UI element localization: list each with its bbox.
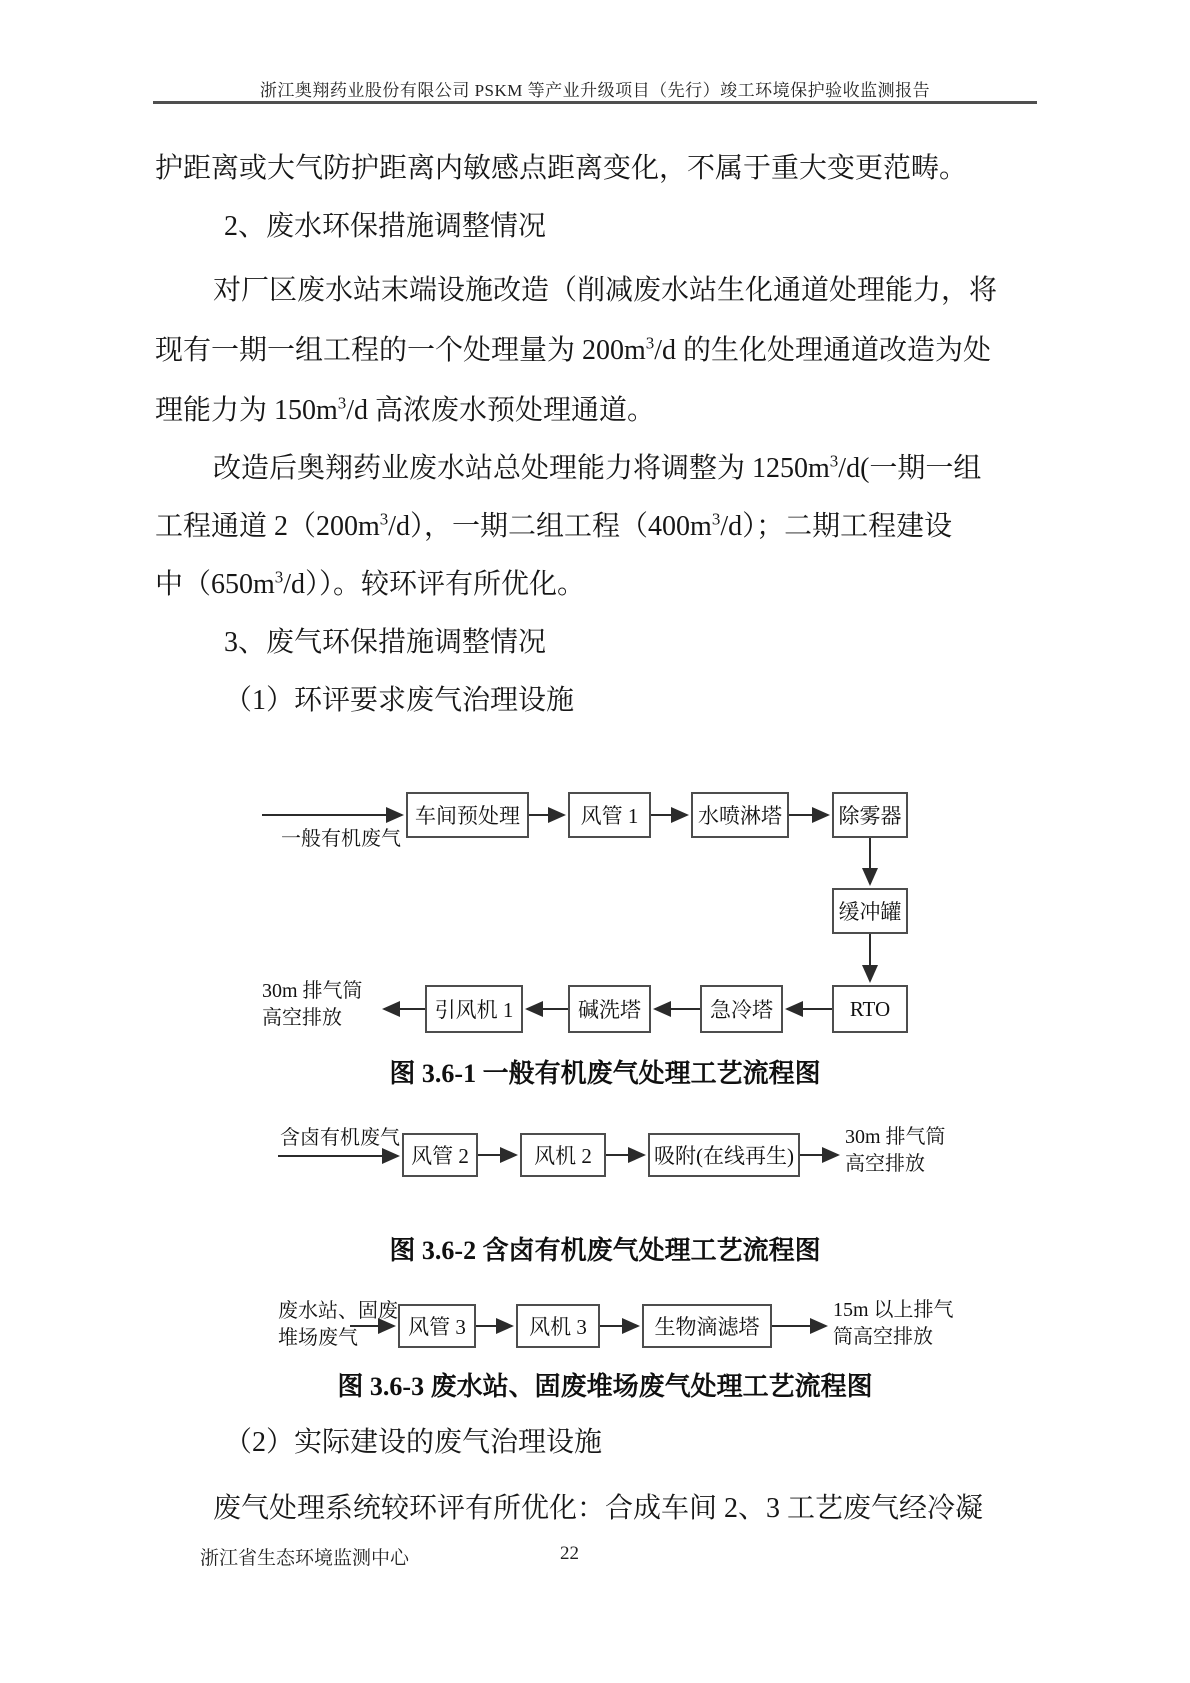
flow-node-duct-2: 风管 2 (402, 1133, 478, 1177)
text-segment: 中（650m (155, 569, 275, 600)
text-segment: 现有一期一组工程的一个处理量为 200m (155, 335, 646, 366)
flow-node-water-spray-tower: 水喷淋塔 (691, 792, 789, 838)
paragraph-line: 护距离或大气防护距离内敏感点距离变化，不属于重大变更范畴。 (155, 153, 968, 184)
outlet-label (833, 1297, 954, 1351)
text-segment: /d 的生化处理通道改造为处 (654, 335, 992, 366)
outlet-label-line1: 30m 排气筒 (845, 1126, 946, 1148)
header-title: 浙江奥翔药业股份有限公司 PSKM 等产业升级项目（先行）竣工环境保护验收监测报告 (259, 81, 931, 100)
figure-1-flowchart (140, 780, 1050, 1040)
inlet-label: 一般有机废气 (281, 828, 401, 850)
inlet-label-line2: 堆场废气 (278, 1327, 358, 1349)
flow-node-duct-1: 风管 1 (568, 792, 651, 838)
flow-node-buffer-tank: 缓冲罐 (832, 888, 908, 934)
inlet-label (278, 1298, 398, 1352)
paragraph-line (155, 388, 655, 428)
superscript: 3 (645, 333, 655, 353)
flow-node-workshop-pretreatment: 车间预处理 (406, 792, 529, 838)
flow-node-rto: RTO (832, 985, 908, 1033)
flow-node-duct-3: 风管 3 (398, 1304, 476, 1348)
figure-2-caption: 图 3.6-2 含卤有机废气处理工艺流程图 (389, 1236, 821, 1265)
flow-node-adsorption-online-regen: 吸附(在线再生) (648, 1133, 800, 1177)
figure-3-caption: 图 3.6-3 废水站、固废堆场废气处理工艺流程图 (337, 1372, 873, 1401)
flow-node-fan-3: 风机 3 (516, 1304, 600, 1348)
flow-node-demister: 除雾器 (832, 792, 908, 838)
paragraph-line: 对厂区废水站末端设施改造（削减废水站生化通道处理能力，将 (213, 275, 998, 306)
inlet-label: 含卤有机废气 (280, 1127, 400, 1149)
outlet-label-line2: 高空排放 (262, 1007, 342, 1029)
outlet-label-line1: 15m 以上排气 (833, 1299, 954, 1321)
outlet-label-line2: 筒高空排放 (833, 1326, 933, 1348)
paragraph-line (155, 562, 585, 602)
flow-node-induced-fan-1: 引风机 1 (425, 985, 523, 1033)
text-segment: /d(一期一组 (838, 453, 982, 484)
superscript: 3 (274, 567, 284, 587)
flow-node-fan-2: 风机 2 (520, 1133, 606, 1177)
inlet-label-line1: 废水站、固废 (278, 1300, 398, 1322)
superscript: 3 (829, 451, 839, 471)
heading-wastewater: 2、废水环保措施调整情况 (224, 211, 547, 242)
superscript: 3 (379, 509, 389, 529)
heading-item1: （1）环评要求废气治理设施 (224, 685, 575, 716)
figure-2-flowchart (140, 1120, 1050, 1195)
text-segment: 工程通道 2（200m (155, 511, 380, 542)
figure-1-caption: 图 3.6-1 一般有机废气处理工艺流程图 (389, 1059, 821, 1088)
outlet-label-line2: 高空排放 (845, 1153, 925, 1175)
paragraph-line (155, 328, 991, 368)
paragraph-line (213, 446, 981, 486)
heading-item2: （2）实际建设的废气治理设施 (224, 1427, 603, 1458)
text-segment: /d 高浓废水预处理通道。 (346, 395, 656, 426)
text-segment: /d），一期二组工程（400m (388, 511, 712, 542)
header-rule (153, 101, 1037, 104)
paragraph-line: 废气处理系统较环评有所优化：合成车间 2、3 工艺废气经冷凝 (213, 1493, 984, 1524)
flow-node-quench-tower: 急冷塔 (700, 985, 783, 1033)
text-segment: 改造后奥翔药业废水站总处理能力将调整为 1250m (213, 453, 830, 484)
outlet-label (845, 1124, 946, 1178)
outlet-label (262, 978, 363, 1032)
text-segment: /d）；二期工程建设 (720, 511, 953, 542)
outlet-label-line1: 30m 排气筒 (262, 980, 363, 1002)
heading-wastegas: 3、废气环保措施调整情况 (224, 627, 547, 658)
figure-3-flowchart (140, 1295, 1050, 1370)
footer-page-number: 22 (560, 1543, 579, 1564)
footer-organization: 浙江省生态环境监测中心 (200, 1548, 410, 1569)
superscript: 3 (337, 393, 347, 413)
flow-node-alkali-wash-tower: 碱洗塔 (568, 985, 651, 1033)
text-segment: /d））。较环评有所优化。 (283, 569, 586, 600)
superscript: 3 (711, 509, 721, 529)
text-segment: 理能力为 150m (155, 395, 338, 426)
flow-node-bio-trickling-tower: 生物滴滤塔 (642, 1304, 772, 1348)
paragraph-line (155, 504, 952, 544)
